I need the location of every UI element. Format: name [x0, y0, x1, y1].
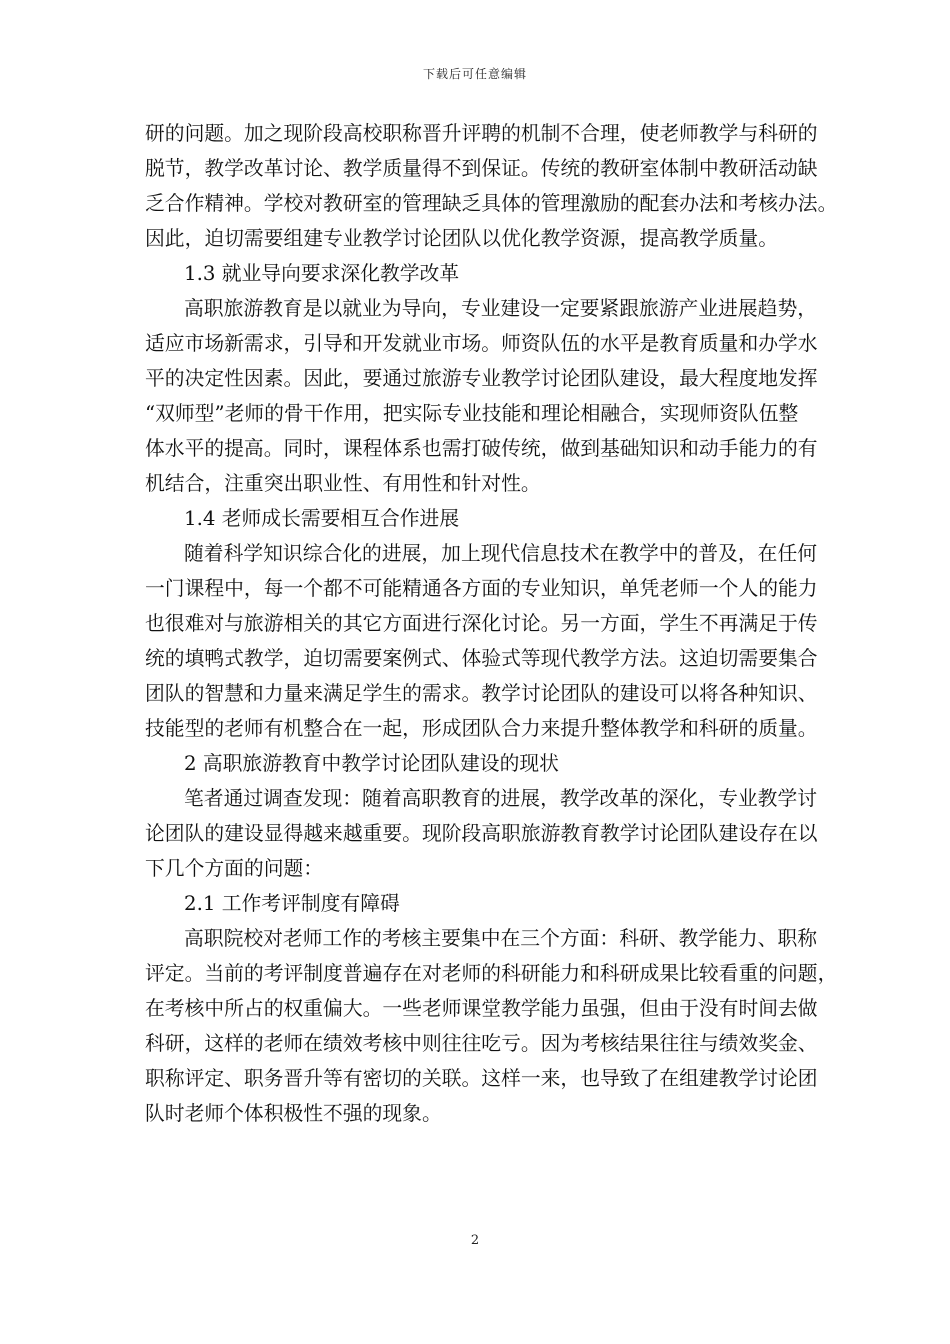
text-line: 科研，这样的老师在绩效考核中则往往吃亏。因为考核结果往往与绩效奖金、	[145, 1032, 818, 1055]
text-line: 评定。当前的考评制度普遍存在对老师的科研能力和科研成果比较看重的问题，	[145, 962, 838, 985]
text-line: 技能型的老师有机整合在一起，形成团队合力来提升整体教学和科研的质量。	[145, 717, 818, 740]
text-line: 论团队的建设显得越来越重要。现阶段高职旅游教育教学讨论团队建设存在以	[145, 822, 818, 845]
text-line: 统的填鸭式教学，迫切需要案例式、体验式等现代教学方法。这迫切需要集合	[145, 647, 818, 670]
text-line: 平的决定性因素。因此，要通过旅游专业教学讨论团队建设，最大程度地发挥	[145, 367, 818, 390]
text-line: 2 高职旅游教育中教学讨论团队建设的现状	[184, 752, 559, 775]
text-line: 在考核中所占的权重偏大。一些老师课堂教学能力虽强，但由于没有时间去做	[145, 997, 818, 1020]
page-header: 下载后可任意编辑	[422, 67, 527, 81]
text-line: 也很难对与旅游相关的其它方面进行深化讨论。另一方面，学生不再满足于传	[145, 612, 818, 635]
document-body	[145, 116, 838, 1131]
text-line: 乏合作精神。学校对教研室的管理缺乏具体的管理激励的配套办法和考核办法。	[145, 192, 838, 215]
text-line: 职称评定、职务晋升等有密切的关联。这样一来，也导致了在组建教学讨论团	[145, 1067, 818, 1090]
text-line: 高职院校对老师工作的考核主要集中在三个方面：科研、教学能力、职称	[184, 927, 818, 950]
text-line: 团队的智慧和力量来满足学生的需求。教学讨论团队的建设可以将各种知识、	[145, 682, 818, 705]
text-line: 脱节，教学改革讨论、教学质量得不到保证。传统的教研室体制中教研活动缺	[145, 157, 818, 180]
text-line: 适应市场新需求，引导和开发就业市场。师资队伍的水平是教育质量和办学水	[145, 332, 818, 355]
text-line: “双师型”老师的骨干作用，把实际专业技能和理论相融合，实现师资队伍整	[145, 402, 799, 425]
text-line: 机结合，注重突出职业性、有用性和针对性。	[145, 472, 541, 495]
text-line: 研的问题。加之现阶段高校职称晋升评聘的机制不合理，使老师教学与科研的	[145, 122, 818, 145]
text-line: 笔者通过调查发现：随着高职教育的进展，教学改革的深化，专业教学讨	[184, 787, 818, 810]
text-line: 1.4 老师成长需要相互合作进展	[184, 507, 460, 530]
page-number: 2	[470, 1233, 480, 1248]
text-line: 体水平的提高。同时，课程体系也需打破传统，做到基础知识和动手能力的有	[145, 437, 818, 460]
text-line: 队时老师个体积极性不强的现象。	[145, 1102, 442, 1125]
text-line: 下几个方面的问题：	[145, 857, 324, 880]
text-line: 2.1 工作考评制度有障碍	[184, 892, 400, 915]
text-line: 1.3 就业导向要求深化教学改革	[184, 262, 460, 285]
text-line: 因此，迫切需要组建专业教学讨论团队以优化教学资源，提高教学质量。	[145, 227, 779, 250]
text-line: 高职旅游教育是以就业为导向，专业建设一定要紧跟旅游产业进展趋势，	[184, 297, 818, 320]
text-line: 随着科学知识综合化的进展，加上现代信息技术在教学中的普及，在任何	[184, 542, 818, 565]
text-line: 一门课程中，每一个都不可能精通各方面的专业知识，单凭老师一个人的能力	[145, 577, 818, 600]
